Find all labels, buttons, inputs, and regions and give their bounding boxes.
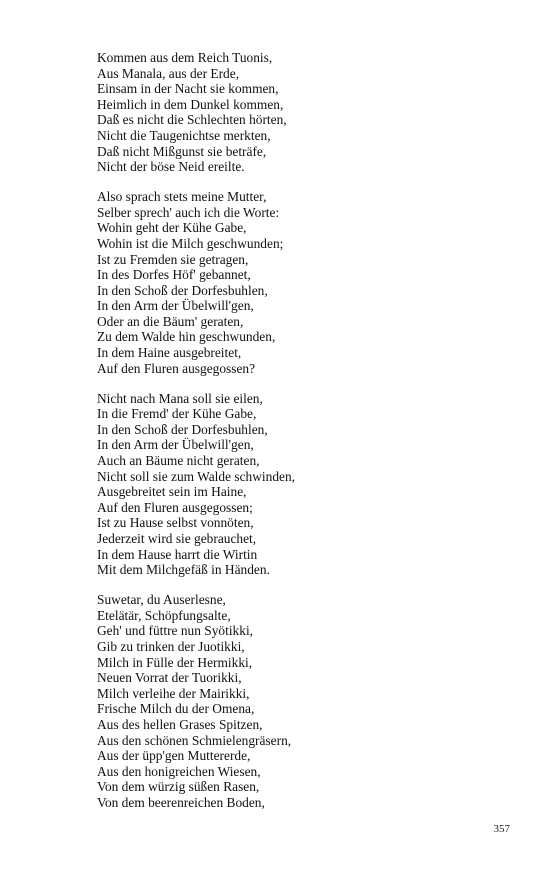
verse-line: Aus des hellen Grases Spitzen, bbox=[97, 716, 263, 732]
verse-line: In dem Hause harrt die Wirtin bbox=[97, 546, 258, 562]
stanza bbox=[97, 189, 517, 376]
verse-line: Aus der üpp'gen Muttererde, bbox=[97, 748, 251, 764]
verse-line: Daß es nicht die Schlechten hörten, bbox=[97, 112, 287, 128]
verse-line: Nicht der böse Neid ereilte. bbox=[97, 159, 245, 175]
verse-line: Daß nicht Mißgunst sie beträfe, bbox=[97, 143, 267, 159]
verse-line: Von dem würzig süßen Rasen, bbox=[97, 779, 260, 795]
page-number: 357 bbox=[493, 823, 510, 835]
verse-line: Nicht nach Mana soll sie eilen, bbox=[97, 390, 263, 406]
verse-line: Aus Manala, aus der Erde, bbox=[97, 65, 240, 81]
verse-line: Ist zu Fremden sie getragen, bbox=[97, 251, 249, 267]
verse-line: Ausgebreitet sein im Haine, bbox=[97, 484, 247, 500]
verse-line: Geh' und füttre nun Syötikki, bbox=[97, 623, 254, 639]
verse-line: In den Schoß der Dorfesbuhlen, bbox=[97, 421, 268, 437]
verse-line: In dem Haine ausgebreitet, bbox=[97, 345, 242, 361]
verse-line: Milch verleihe der Mairikki, bbox=[97, 685, 250, 701]
stanza bbox=[97, 391, 517, 578]
verse-line: Auf den Fluren ausgegossen? bbox=[97, 360, 256, 376]
verse-line: Suwetar, du Auserlesne, bbox=[97, 592, 226, 608]
verse-line: Auf den Fluren ausgegossen; bbox=[97, 499, 253, 515]
verse-line: In die Fremd' der Kühe Gabe, bbox=[97, 406, 257, 422]
verse-line: Milch in Fülle der Hermikki, bbox=[97, 654, 253, 670]
verse-line: Ist zu Hause selbst vonnöten, bbox=[97, 515, 254, 531]
verse-line: Nicht die Taugenichtse merkten, bbox=[97, 127, 271, 143]
verse-line: Selber sprech' auch ich die Worte: bbox=[97, 204, 280, 220]
verse-line: In den Arm der Übelwill'gen, bbox=[97, 298, 254, 314]
verse-line: In den Arm der Übelwill'gen, bbox=[97, 437, 254, 453]
verse-line: Auch an Bäume nicht geraten, bbox=[97, 453, 260, 469]
verse-line: In den Schoß der Dorfesbuhlen, bbox=[97, 282, 268, 298]
verse-line: Oder an die Bäum' geraten, bbox=[97, 313, 244, 329]
verse-line: Kommen aus dem Reich Tuonis, bbox=[97, 50, 273, 65]
verse-line: Von dem beerenreichen Boden, bbox=[97, 794, 265, 810]
verse-line: Frische Milch du der Omena, bbox=[97, 701, 255, 717]
verse-line: Heimlich in dem Dunkel kommen, bbox=[97, 96, 284, 112]
verse-line: Etelätär, Schöpfungsalte, bbox=[97, 607, 231, 623]
verse-line: Mit dem Milchgefäß in Händen. bbox=[97, 562, 270, 578]
verse-line: Also sprach stets meine Mutter, bbox=[97, 189, 267, 205]
verse-line: Gib zu trinken der Juotikki, bbox=[97, 638, 245, 654]
poem-body bbox=[97, 50, 517, 825]
verse-line: Zu dem Walde hin geschwunden, bbox=[97, 329, 276, 345]
stanza bbox=[97, 592, 517, 810]
verse-line: In des Dorfes Höf' gebannet, bbox=[97, 267, 251, 283]
stanza bbox=[97, 50, 517, 175]
verse-line: Neuen Vorrat der Tuorikki, bbox=[97, 670, 242, 686]
verse-line: Wohin geht der Kühe Gabe, bbox=[97, 220, 247, 236]
verse-line: Aus den schönen Schmielengräsern, bbox=[97, 732, 292, 748]
verse-line: Wohin ist die Milch geschwunden; bbox=[97, 235, 284, 251]
verse-line: Nicht soll sie zum Walde schwinden, bbox=[97, 468, 296, 484]
verse-line: Aus den honigreichen Wiesen, bbox=[97, 763, 261, 779]
verse-line: Einsam in der Nacht sie kommen, bbox=[97, 81, 279, 97]
verse-line: Jederzeit wird sie gebrauchet, bbox=[97, 531, 257, 546]
